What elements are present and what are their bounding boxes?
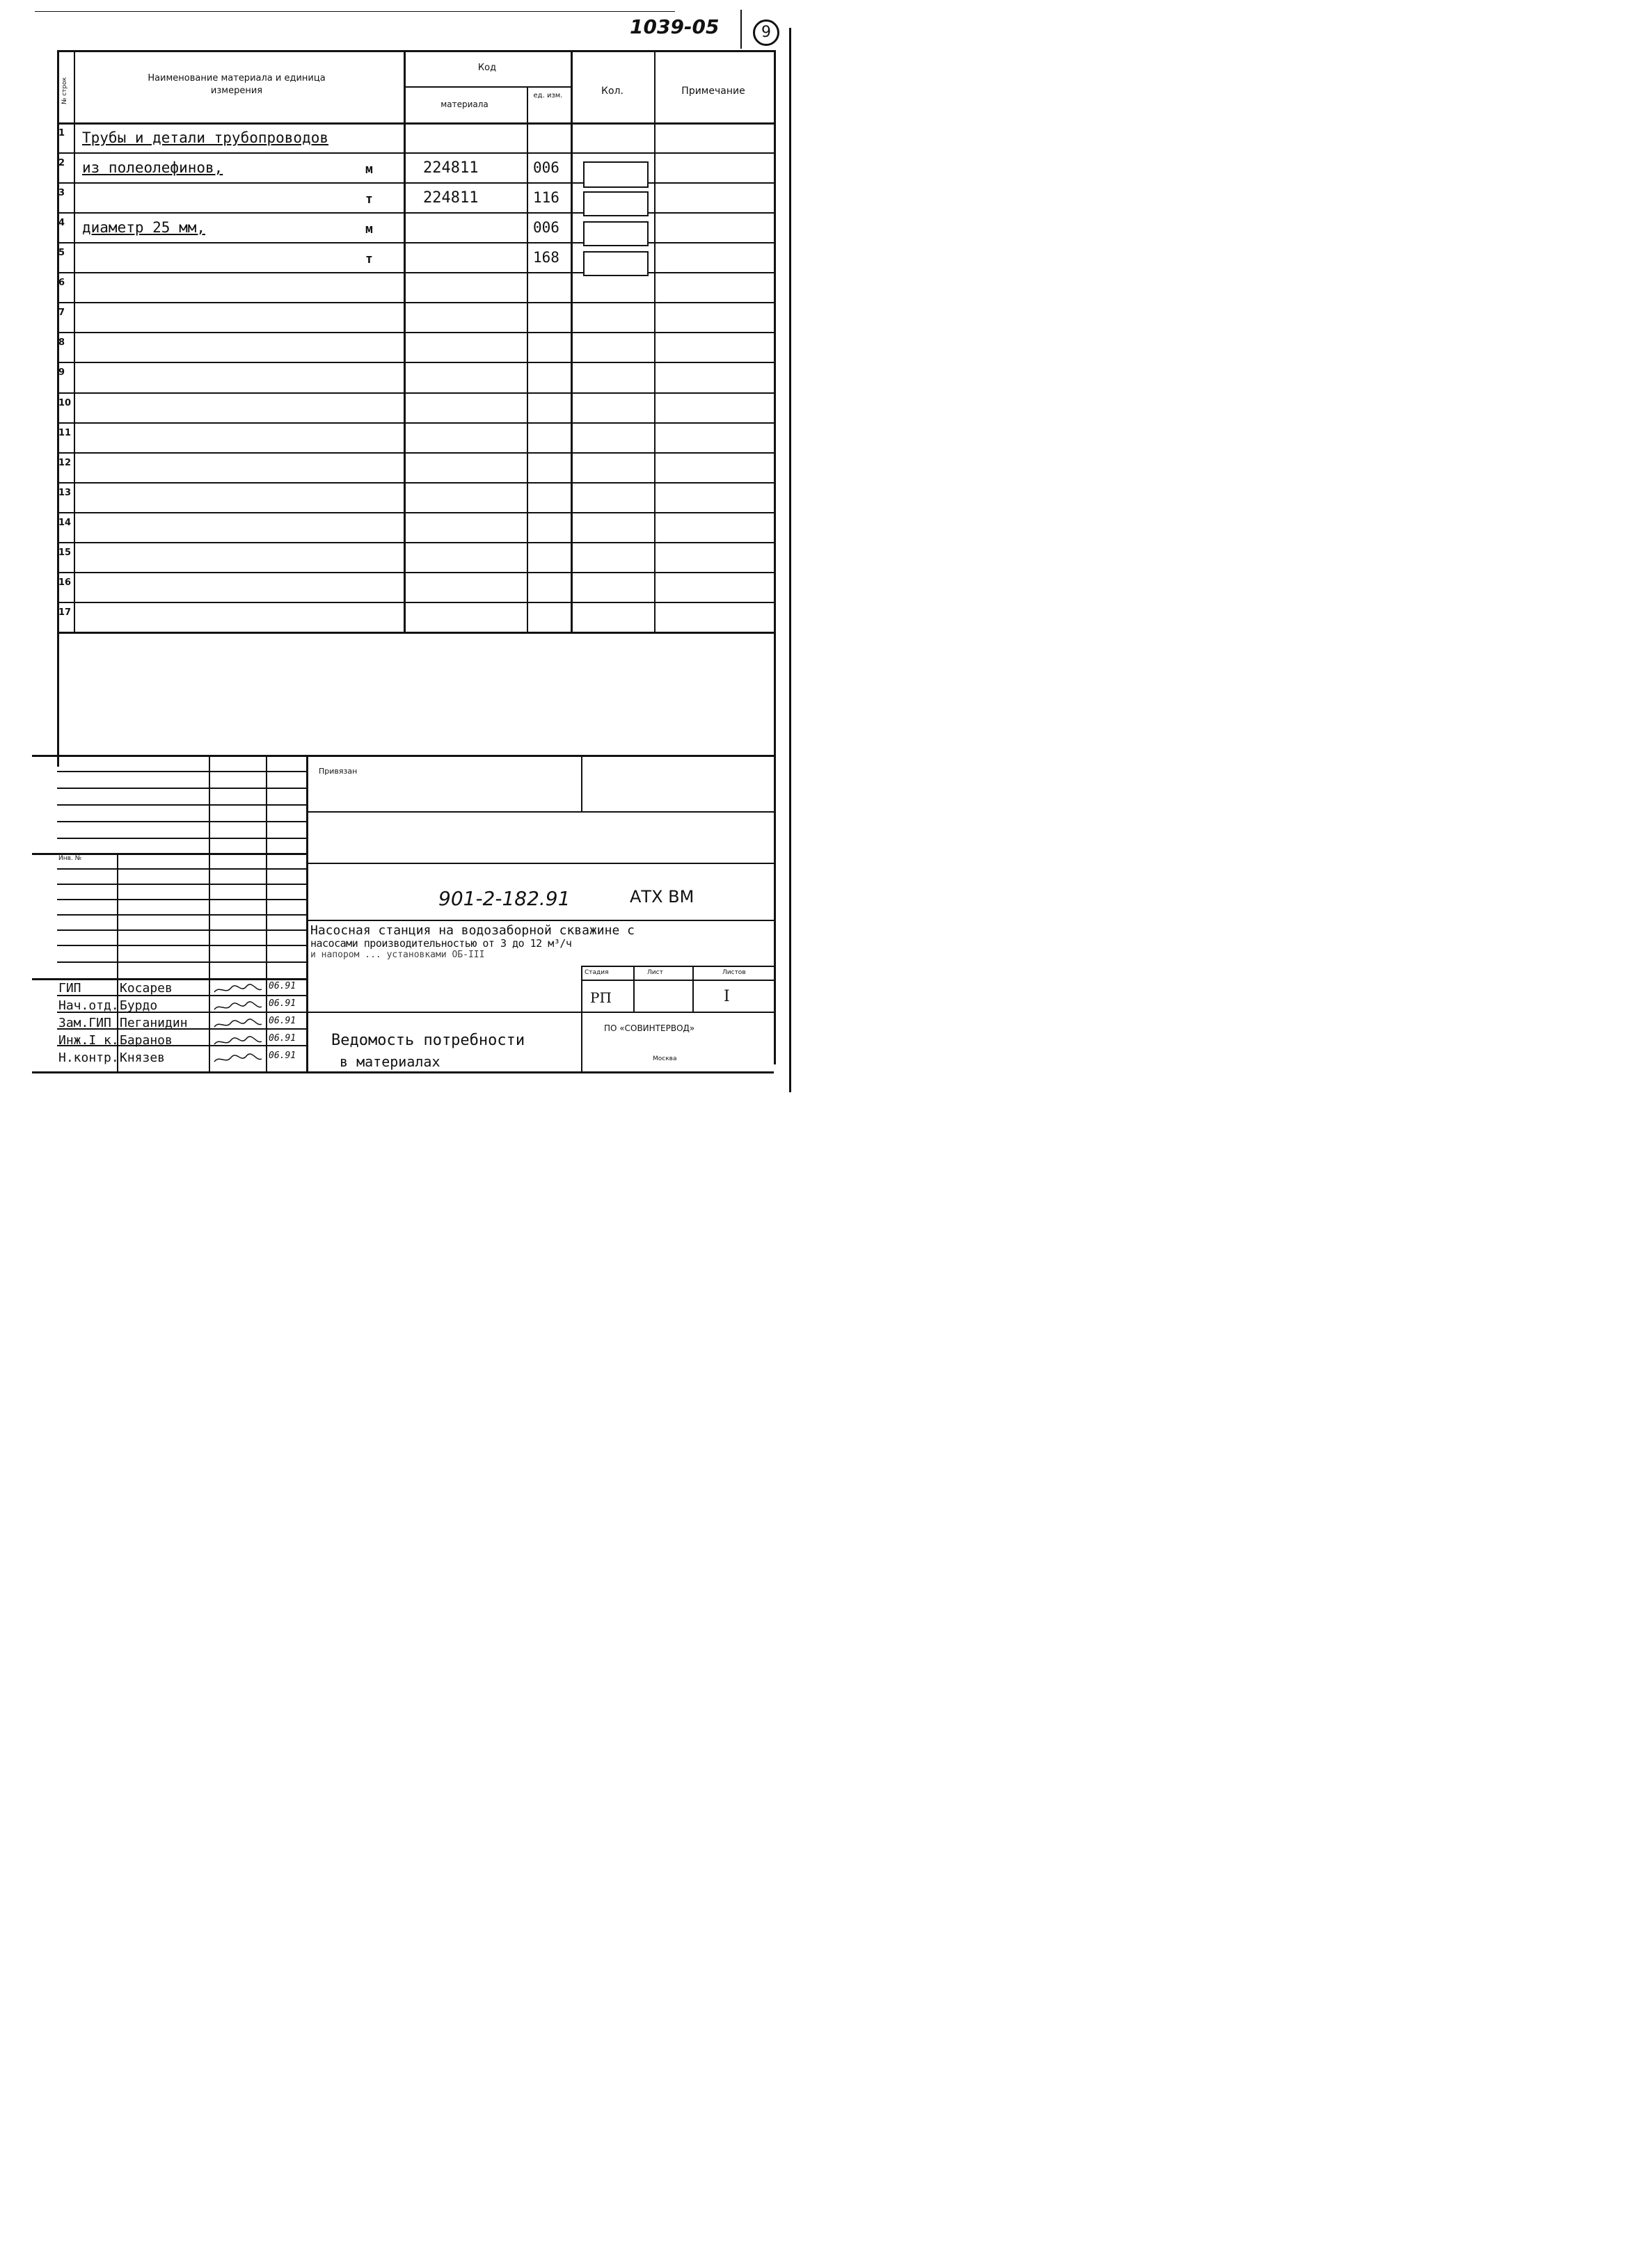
- signature-scribble: [213, 1036, 263, 1047]
- row-unit: м: [365, 162, 373, 177]
- row-line: [57, 302, 774, 303]
- stamp-col: [306, 755, 308, 1071]
- doc-code-divider: [740, 10, 742, 49]
- right-edge-line: [789, 28, 791, 1092]
- stamp-line: [57, 914, 306, 916]
- doc-code: 1039-05: [630, 15, 720, 38]
- row-number: 12: [58, 458, 72, 468]
- project-title-2: насосами производительностью от 3 до 12 м³/ч: [310, 937, 572, 950]
- stamp-line: [306, 811, 774, 813]
- col-border-name: [404, 50, 406, 632]
- stamp-line: [306, 920, 774, 921]
- header-name: Наименование материала и единица измерения: [148, 73, 326, 96]
- sign-role: ГИП: [58, 981, 81, 996]
- header-material-code: материала: [440, 99, 489, 109]
- row-number: 8: [58, 337, 65, 348]
- row-line: [57, 332, 774, 333]
- sheet-circle: [753, 19, 779, 46]
- row-line: [57, 272, 774, 273]
- col-border-qty: [571, 50, 573, 632]
- row-number: 17: [58, 607, 72, 618]
- project-title-1: Насосная станция на водозаборной скважине с: [310, 923, 635, 938]
- row-number: 16: [58, 577, 72, 588]
- sign-name: Бурдо: [120, 998, 158, 1013]
- row-number: 4: [58, 218, 65, 228]
- sign-role: Н.контр.: [58, 1051, 119, 1065]
- stamp-line: [57, 929, 306, 931]
- stamp-col: [581, 966, 582, 1071]
- row-name: Трубы и детали трубопроводов: [82, 129, 329, 146]
- row-line: [57, 542, 774, 543]
- stamp-line: [581, 966, 774, 967]
- project-title-3: и напором ... установками ОБ-III: [310, 950, 485, 960]
- top-edge-line: [35, 11, 675, 12]
- row-material-code: 224811: [423, 159, 479, 177]
- row-number: 2: [58, 158, 65, 168]
- row-line: [57, 152, 774, 154]
- sign-name: Баранов: [120, 1033, 173, 1048]
- table-header-bottom: [57, 122, 774, 125]
- row-unit-code: 116: [533, 189, 559, 206]
- inv-no-label: Инв. №: [58, 855, 82, 862]
- sheets-label: Листов: [722, 969, 746, 976]
- stamp-line: [57, 995, 306, 996]
- sign-name: Косарев: [120, 981, 173, 996]
- privyazan-label: Привязан: [319, 767, 358, 776]
- row-number: 9: [58, 367, 65, 378]
- row-line: [57, 212, 774, 214]
- stamp-line: [581, 980, 774, 981]
- row-unit-code: 168: [533, 249, 559, 266]
- doc-title-1: Ведомость потребности: [331, 1032, 525, 1049]
- table-top-border: [57, 50, 774, 52]
- stamp-line: [32, 978, 306, 980]
- stamp-line: [57, 838, 306, 839]
- row-line: [57, 602, 774, 603]
- sign-date: 06.91: [269, 998, 296, 1009]
- sheets-value: I: [724, 988, 730, 1005]
- signature-scribble: [213, 1019, 263, 1030]
- stamp-col: [581, 755, 582, 811]
- stamp-line: [57, 868, 306, 870]
- stamp-col: [266, 755, 267, 1071]
- designation: 901-2-182.91: [438, 887, 571, 910]
- row-number: 1: [58, 128, 65, 138]
- code-subheader-line: [404, 86, 571, 88]
- header-unit-code: ед. изм.: [533, 92, 563, 99]
- stamp-line: [57, 771, 306, 772]
- stamp-line: [57, 945, 306, 946]
- row-unit-code: 006: [533, 159, 559, 176]
- row-number: 14: [58, 518, 72, 528]
- sign-role: Зам.ГИП: [58, 1016, 111, 1030]
- sign-date: 06.91: [269, 1016, 296, 1026]
- sign-role: Нач.отд.: [58, 998, 119, 1013]
- stamp-line: [57, 788, 306, 789]
- col-border-note: [654, 50, 656, 632]
- row-line: [57, 572, 774, 573]
- header-qty: Кол.: [601, 86, 624, 97]
- row-name: диаметр 25 мм,: [82, 219, 206, 236]
- header-row-no: № строк: [61, 77, 68, 104]
- sign-date: 06.91: [269, 1033, 296, 1044]
- stamp-line: [57, 821, 306, 822]
- signature-scribble: [213, 1053, 263, 1064]
- sign-role: Инж.I к.: [58, 1033, 119, 1048]
- header-code-group: Код: [477, 63, 497, 73]
- sign-name: Пеганидин: [120, 1016, 188, 1030]
- stamp-bottom-line: [32, 1071, 774, 1073]
- row-material-code: 224811: [423, 189, 479, 207]
- row-number: 3: [58, 188, 65, 198]
- row-line: [57, 482, 774, 484]
- qty-input-box-3: [583, 191, 649, 216]
- row-number: 5: [58, 248, 65, 258]
- stamp-line: [306, 863, 774, 864]
- signature-scribble: [213, 1001, 263, 1012]
- mark: АТХ ВМ: [630, 887, 694, 907]
- stamp-line: [57, 804, 306, 806]
- doc-title-2: в материалах: [340, 1053, 440, 1070]
- row-unit: т: [365, 252, 373, 266]
- stamp-top-line: [32, 755, 774, 757]
- stamp-line: [306, 1012, 774, 1013]
- qty-input-box-2: [583, 161, 649, 188]
- row-number: 13: [58, 488, 72, 498]
- stamp-line: [57, 899, 306, 900]
- sheet-label: Лист: [647, 969, 663, 976]
- row-number: 15: [58, 548, 72, 558]
- stamp-line: [57, 884, 306, 885]
- row-number: 7: [58, 308, 65, 318]
- col-border-unitcode: [527, 86, 528, 632]
- sign-name: Князев: [120, 1051, 166, 1065]
- row-unit-code: 006: [533, 219, 559, 236]
- row-line: [57, 452, 774, 454]
- org-name: ПО «СОВИНТЕРВОД»: [604, 1023, 695, 1033]
- header-note: Примечание: [681, 86, 745, 97]
- row-number: 6: [58, 278, 65, 288]
- row-number: 10: [58, 398, 72, 408]
- row-unit: т: [365, 192, 373, 207]
- col-border-rowno: [74, 50, 75, 632]
- org-city: Москва: [653, 1055, 677, 1062]
- sign-date: 06.91: [269, 981, 296, 991]
- row-line: [57, 512, 774, 513]
- stamp-col: [209, 755, 210, 1071]
- row-line: [57, 392, 774, 394]
- qty-input-box-5: [583, 251, 649, 276]
- row-line: [57, 182, 774, 184]
- row-line: [57, 242, 774, 243]
- stage-value: РП: [590, 989, 612, 1006]
- sheet-circle-number: 9: [761, 24, 771, 41]
- stamp-col: [692, 966, 694, 1012]
- row-line: [57, 362, 774, 363]
- signature-scribble: [213, 984, 263, 995]
- stamp-line: [57, 961, 306, 963]
- col-border-right: [774, 50, 776, 1064]
- row-number: 11: [58, 428, 72, 438]
- row-line: [57, 422, 774, 424]
- row-unit: м: [365, 222, 373, 237]
- row-line: [57, 632, 774, 634]
- stage-label: Стадия: [585, 969, 609, 976]
- stamp-col: [633, 966, 635, 1012]
- sign-date: 06.91: [269, 1051, 296, 1061]
- qty-input-box-4: [583, 221, 649, 246]
- row-name: из полеолефинов,: [82, 159, 223, 176]
